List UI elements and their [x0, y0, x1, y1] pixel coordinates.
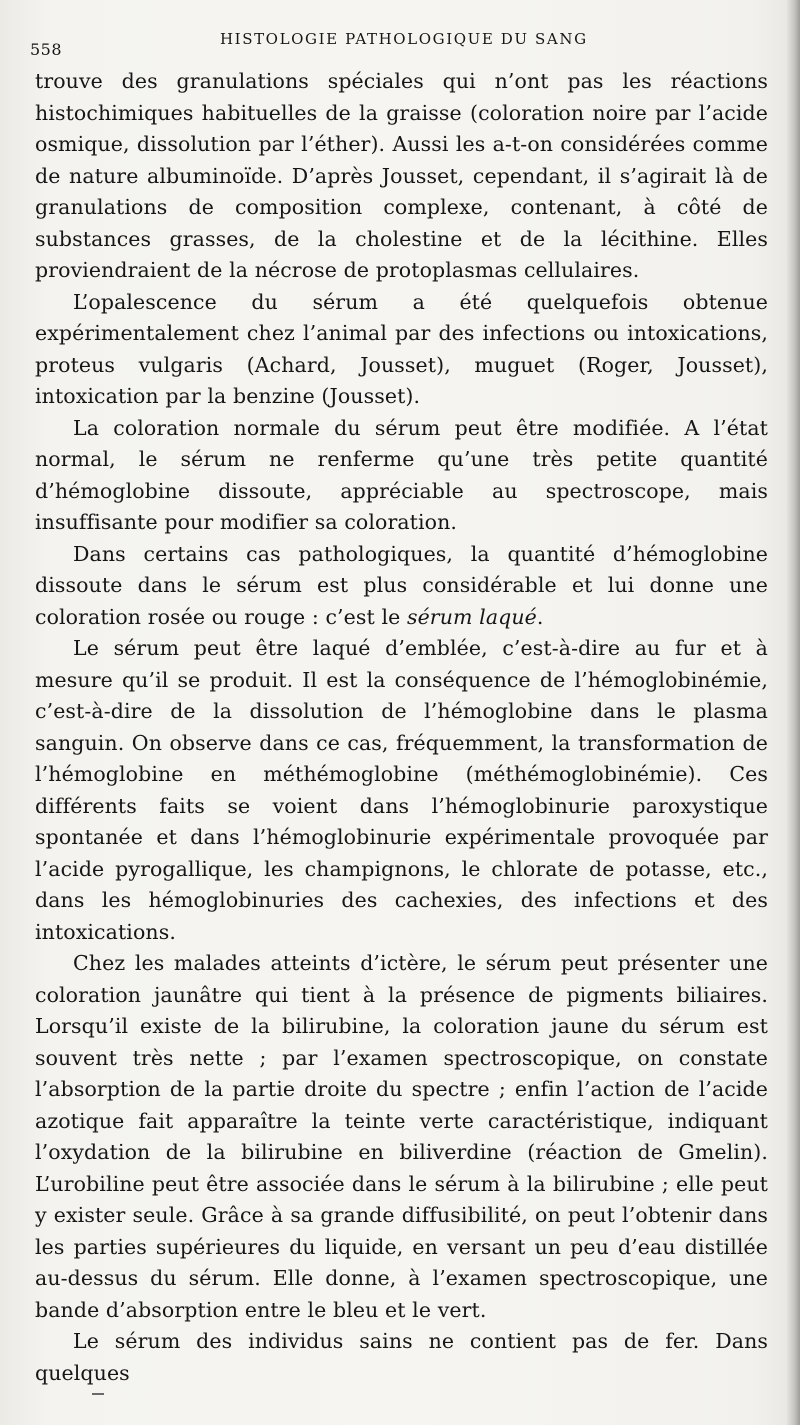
printer-mark — [92, 1393, 104, 1395]
paragraph-coloration: La coloration normale du sérum peut être modifiée. A l’état normal, le sérum ne renferme qu’une très petite quantité d’hémoglobine dissoute, appréciable au spectroscope, mais insuffisante pour modifier sa coloration. — [35, 415, 768, 534]
paragraph-continuation: trouve des granulations spéciales qui n’ont pas les réactions histochimiques habituelles de la graisse (coloration noire par l’acide osmique, dissolution par l’éther). Aussi les a-t-on considérées comme de nature albuminoïde. D’après Jousset, cependant, il s’agirait là de granulations de composition complexe, contenant, à côté de substances grasses, de la cholestine et de la lécithine. Elles proviendraient de la nécrose de protoplasmas cellulaires. — [35, 69, 768, 282]
running-title: HISTOLOGIE PATHOLOGIQUE DU SANG — [220, 30, 588, 48]
paragraph-serum-laque-end: . — [536, 604, 544, 629]
paragraph-opalescence: L’opalescence du sérum a été quelquefois obtenue expérimentalement chez l’animal par des infections ou intoxications, proteus vulgaris (Achard, Jousset), muguet (Roger, Jousset), intoxication par la benzine (Jousset). — [35, 289, 768, 408]
paragraph-fer: Le sérum des individus sains ne contient pas de fer. Dans quelques — [35, 1329, 768, 1385]
paragraph-serum-laque-text: Dans certains cas pathologiques, la quantité d’hémoglobine dissoute dans le sérum est plus considérable et lui donne une coloration rosée ou rouge : c’est le — [35, 541, 768, 629]
page-gutter-shadow — [786, 0, 800, 1425]
body-text — [35, 66, 768, 1389]
page-number: 558 — [30, 40, 63, 59]
paragraph-ictere: Chez les malades atteints d’ictère, le sérum peut présenter une coloration jaunâtre qui tient à la présence de pigments biliaires. Lorsqu’il existe de la bilirubine, la coloration jaune du sérum est souvent très nette ; par l’examen spectroscopique, on constate l’absorption de la partie droite du spectre ; enfin l’action de l’acide azotique fait apparaître la teinte verte caractéristique, indiquant l’oxydation de la bilirubine en biliverdine (réaction de Gmelin). L’urobiline peut être associée dans le sérum à la bilirubine ; elle peut y exister seule. Grâce à sa grande diffusibilité, on peut l’obtenir dans les parties supérieures du liquide, en versant un peu d’eau distillée au-dessus du sérum. Elle donne, à l’examen spectroscopique, une bande d’absorption entre le bleu et le vert. — [35, 951, 768, 1322]
running-header — [30, 26, 770, 62]
paragraph-hemoglobinemie: Le sérum peut être laqué d’emblée, c’est-à-dire au fur et à mesure qu’il se produit. Il est la conséquence de l’hémoglobinémie, c’est-à-dire de la dissolution de l’hémoglobine dans le plasma sanguin. On observe dans ce cas, fréquemment, la transformation de l’hémoglobine en méthémoglobine (méthémoglobinémie). Ces différents faits se voient dans l’hémoglobinurie paroxystique spontanée et dans l’hémoglobinurie expérimentale provoquée par l’acide pyrogallique, les champignons, le chlorate de potasse, etc., dans les hémoglobinuries des cachexies, des infections et des intoxications. — [35, 636, 768, 944]
paragraph-serum-laque — [35, 539, 768, 634]
term-serum-laque: sérum laqué — [406, 604, 537, 629]
